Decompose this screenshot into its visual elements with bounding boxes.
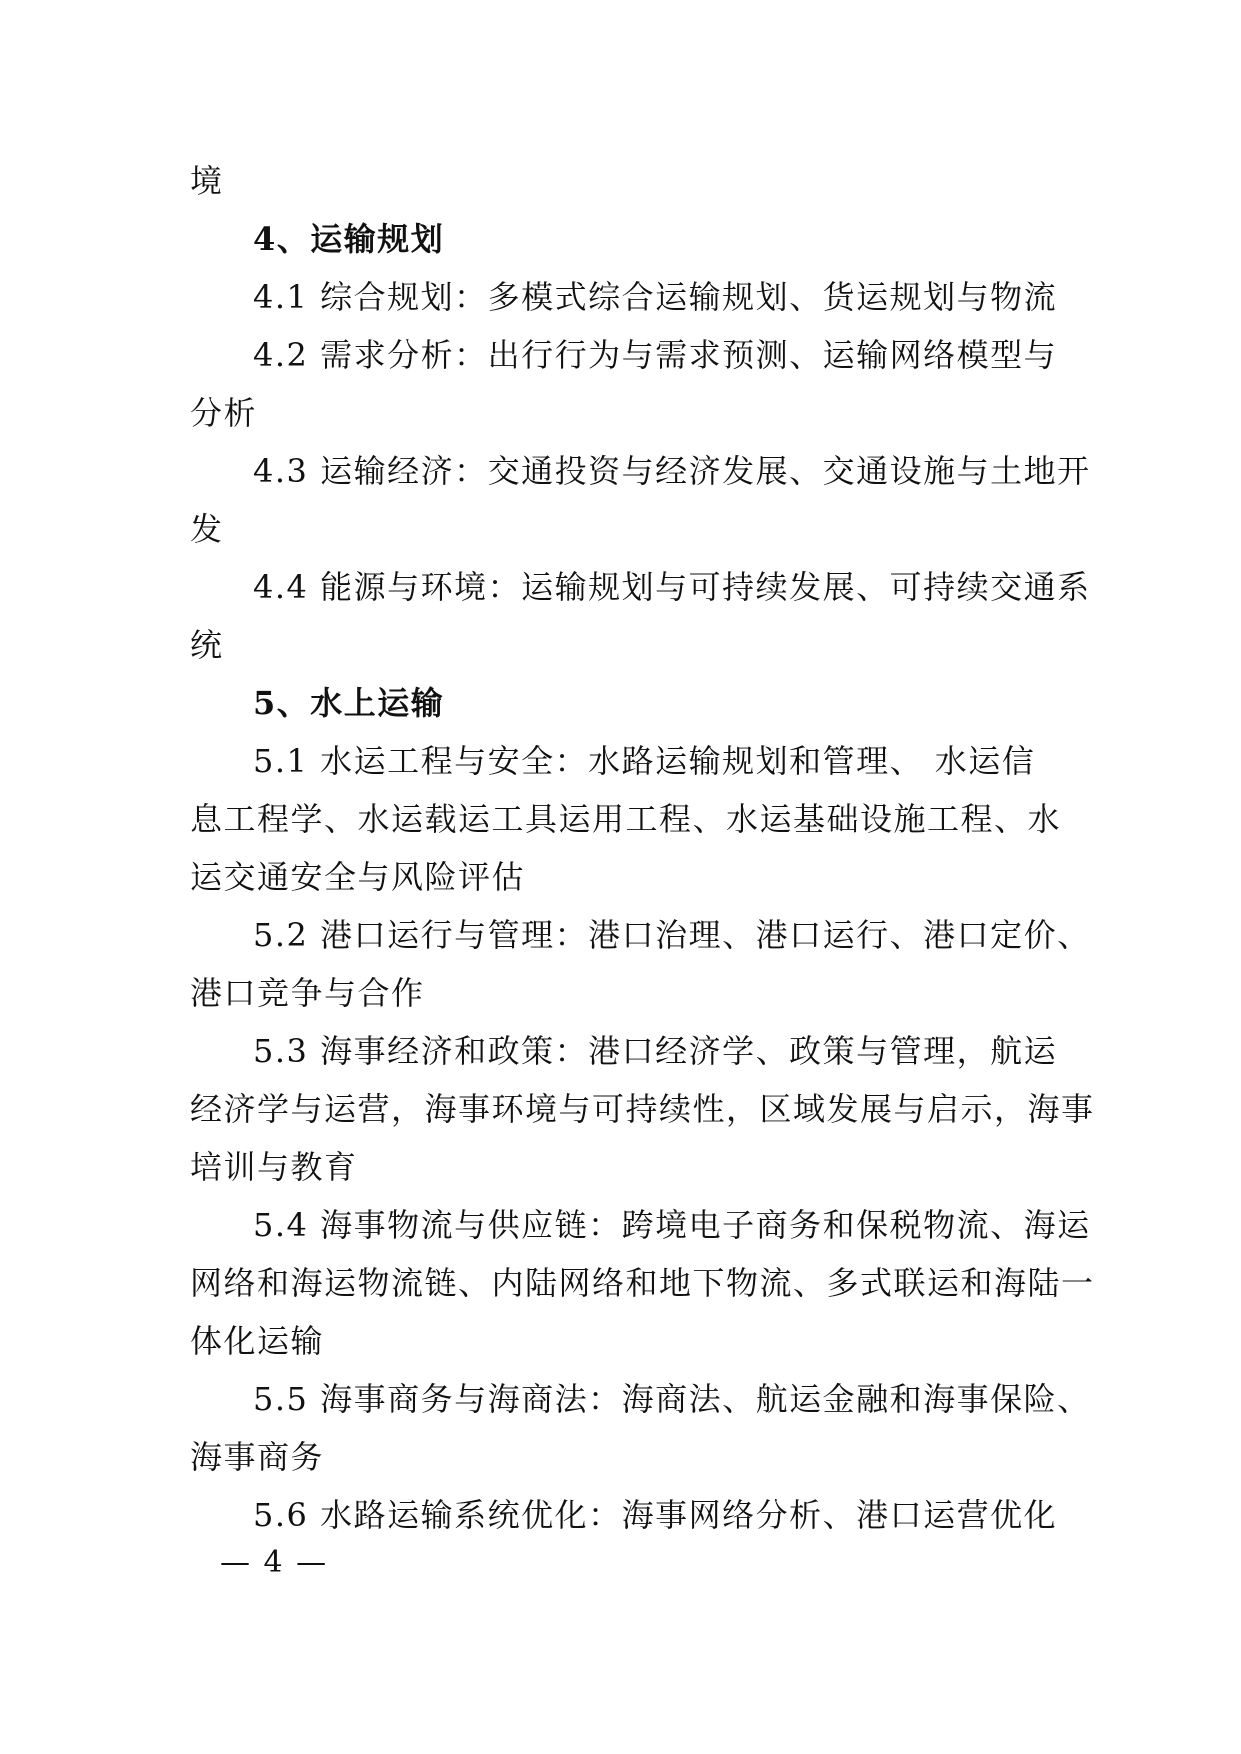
item-5-1-continuation-1: 息工程学、水运载运工具运用工程、水运基础设施工程、水 (190, 800, 1062, 838)
document-body (190, 152, 1095, 1544)
item-4-3-continuation: 发 (190, 510, 224, 548)
item-5-1-line: 5.1 水运工程与安全：水路运输规划和管理、 水运信 (253, 742, 1036, 780)
item-4-2-continuation: 分析 (190, 394, 258, 432)
item-5-4-continuation-2: 体化运输 (190, 1322, 325, 1360)
item-5-3-line: 5.3 海事经济和政策：港口经济学、政策与管理，航运 (253, 1032, 1058, 1070)
item-5-2-continuation: 港口竞争与合作 (190, 974, 425, 1012)
item-5-1-continuation-2: 运交通安全与风险评估 (190, 858, 526, 896)
item-5-4-continuation-1: 网络和海运物流链、内陆网络和地下物流、多式联运和海陆一 (190, 1264, 1095, 1302)
item-5-5-line: 5.5 海事商务与海商法：海商法、航运金融和海事保险、 (253, 1380, 1091, 1418)
item-4-1-line: 4.1 综合规划：多模式综合运输规划、货运规划与物流 (253, 278, 1058, 316)
item-4-3-line: 4.3 运输经济：交通投资与经济发展、交通设施与土地开 (253, 452, 1091, 490)
item-5-2-line: 5.2 港口运行与管理：港口治理、港口运行、港口定价、 (253, 916, 1091, 954)
item-4-2-line: 4.2 需求分析：出行行为与需求预测、运输网络模型与 (253, 336, 1058, 374)
item-4-4-line: 4.4 能源与环境：运输规划与可持续发展、可持续交通系 (253, 568, 1091, 606)
item-5-3-continuation-1: 经济学与运营，海事环境与可持续性，区域发展与启示，海事 (190, 1090, 1095, 1128)
item-5-5-continuation: 海事商务 (190, 1438, 325, 1476)
item-5-3-continuation-2: 培训与教育 (190, 1148, 358, 1186)
page-number: — 4 — (220, 1545, 329, 1580)
section-heading-water-transport: 5、水上运输 (253, 684, 445, 722)
item-5-4-line: 5.4 海事物流与供应链：跨境电子商务和保税物流、海运 (253, 1206, 1091, 1244)
item-5-6-line: 5.6 水路运输系统优化：海事网络分析、港口运营优化 (253, 1496, 1058, 1534)
paragraph-continuation-line: 境 (190, 162, 224, 200)
section-heading-transport-planning: 4、运输规划 (253, 220, 445, 258)
item-4-4-continuation: 统 (190, 626, 224, 664)
